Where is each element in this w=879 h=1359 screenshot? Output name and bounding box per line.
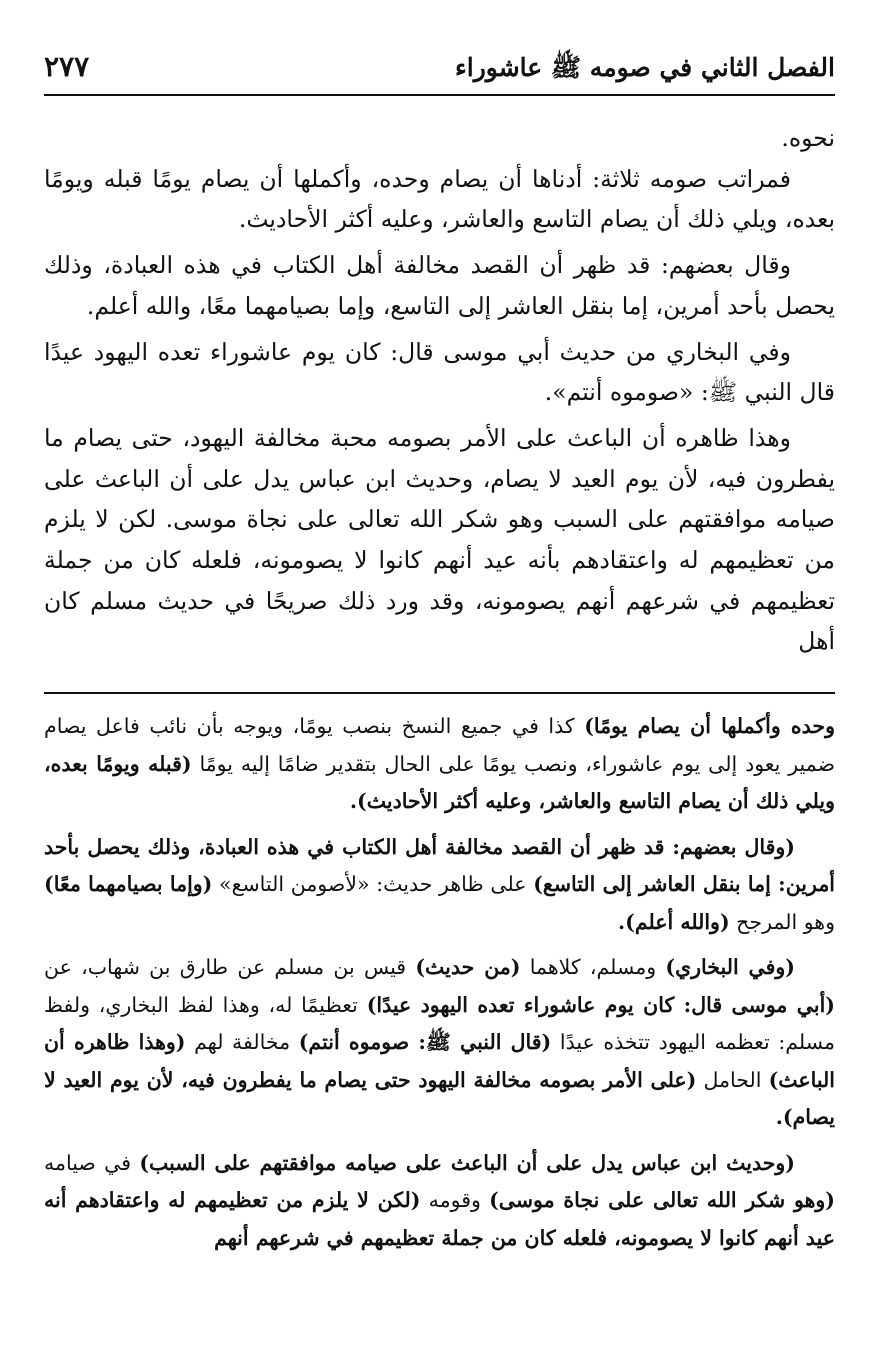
commentary-paragraph <box>44 1145 835 1258</box>
commentary-divider <box>44 692 835 694</box>
main-paragraph: نحوه. <box>781 124 835 152</box>
main-paragraph: وفي البخاري من حديث أبي موسى قال: كان يوم عاشوراء تعده اليهود عيدًا قال النبي ﷺ: «صوموه أنتم». <box>44 337 835 407</box>
commentary-text: كذا في جميع النسخ بنصب يومًا، ويوجه بأن نائب فاعل يصام ضمير يعود إلى يوم عاشوراء، ونصب يومًا على الحال بتقدير ضامًا إليه يومًا <box>44 714 835 776</box>
main-text <box>44 118 835 662</box>
quoted-text: (لكن لا يلزم من تعظيمهم له واعتقادهم أنه عيد أنهم كانوا لا يصومونه، فلعله كان من جملة تعظيمهم في شرعهم أنهم <box>44 1188 835 1250</box>
quoted-text: (قال النبي ﷺ: صوموه أنتم) <box>298 1030 552 1054</box>
commentary-text: ومسلم، كلاهما <box>520 955 666 979</box>
commentary-text: وهو المرجح <box>729 909 835 934</box>
quoted-text: (وإما بصيامهما معًا) <box>44 872 213 896</box>
page-number: ٢٧٧ <box>44 50 90 83</box>
commentary-text: في صيامه <box>44 1150 140 1175</box>
quoted-text: (وهو شكر الله تعالى على نجاة موسى) <box>489 1188 835 1212</box>
quoted-text: (على الأمر بصومه مخالفة اليهود حتى يصام ما يفطرون فيه، لأن يوم العيد لا يصام). <box>44 1067 835 1129</box>
quoted-text: (وقال بعضهم: قد ظهر أن القصد مخالفة أهل الكتاب في هذه العبادة، وذلك يحصل بأحد أمرين: إما بنقل العاشر إلى التاسع) <box>44 834 835 896</box>
running-title: الفصل الثاني في صومه ﷺ عاشوراء <box>455 53 835 82</box>
commentary-text: مخالفة لهم <box>185 1030 299 1054</box>
commentary-text: تعظيمًا له، وهذا لفظ البخاري، ولفظ مسلم: تعظمه اليهود تتخذه عيدًا <box>44 992 835 1054</box>
quoted-text: (من حديث) <box>415 955 521 979</box>
quoted-text: (قبله ويومًا بعده، ويلي ذلك أن يصام التاسع والعاشر، وعليه أكثر الأحاديث). <box>44 751 835 813</box>
commentary-paragraph <box>44 708 835 821</box>
main-paragraph: وهذا ظاهره أن الباعث على الأمر بصومه محبة مخالفة اليهود، حتى يصام ما يفطرون فيه، لأن يوم العيد لا يصام، وحديث ابن عباس يدل على أن الباعث على صيامه موافقتهم على السبب وهو شكر الله تعالى على نجاة موسى. لكن لا يلزم من تعظيمهم له واعتقادهم بأنه عيد أنهم كانوا لا يصومونه، فلعله كان من جملة تعظيمهم في شرعهم أنهم يصومونه، وقد ورد ذلك صريحًا في حديث مسلم كان أهل <box>44 423 835 656</box>
main-paragraph: وقال بعضهم: قد ظهر أن القصد مخالفة أهل الكتاب في هذه العبادة، وذلك يحصل بأحد أمرين، إما بنقل العاشر إلى التاسع، وإما بصيامهما معًا، والله أعلم. <box>44 251 835 320</box>
quoted-text: وحده وأكملها أن يصام يومًا) <box>584 714 836 738</box>
commentary-text: الحامل <box>696 1067 769 1092</box>
page-header <box>44 48 835 96</box>
commentary-text: وقومه <box>420 1188 490 1212</box>
quoted-text: (والله أعلم). <box>618 909 730 934</box>
quoted-text: (وحديث ابن عباس يدل على أن الباعث على صيامه موافقتهم على السبب) <box>139 1150 795 1175</box>
commentary-text: قيس بن مسلم عن طارق بن شهاب، عن <box>44 955 416 979</box>
commentary-text: على ظاهر حديث: «لأصومن التاسع» <box>212 872 534 896</box>
quoted-text: (وهذا ظاهره أن الباعث) <box>44 1030 835 1092</box>
commentary <box>44 708 835 1265</box>
commentary-paragraph <box>44 949 835 1137</box>
quoted-text: (وفي البخاري) <box>665 955 796 979</box>
main-paragraph: فمراتب صومه ثلاثة: أدناها أن يصام وحده، وأكملها أن يصام يومًا قبله ويومًا بعده، ويلي ذلك أن يصام التاسع والعاشر، وعليه أكثر الأحاديث. <box>44 164 835 234</box>
quoted-text: (أبي موسى قال: كان يوم عاشوراء تعده اليهود عيدًا) <box>366 992 835 1017</box>
commentary-paragraph <box>44 829 835 942</box>
